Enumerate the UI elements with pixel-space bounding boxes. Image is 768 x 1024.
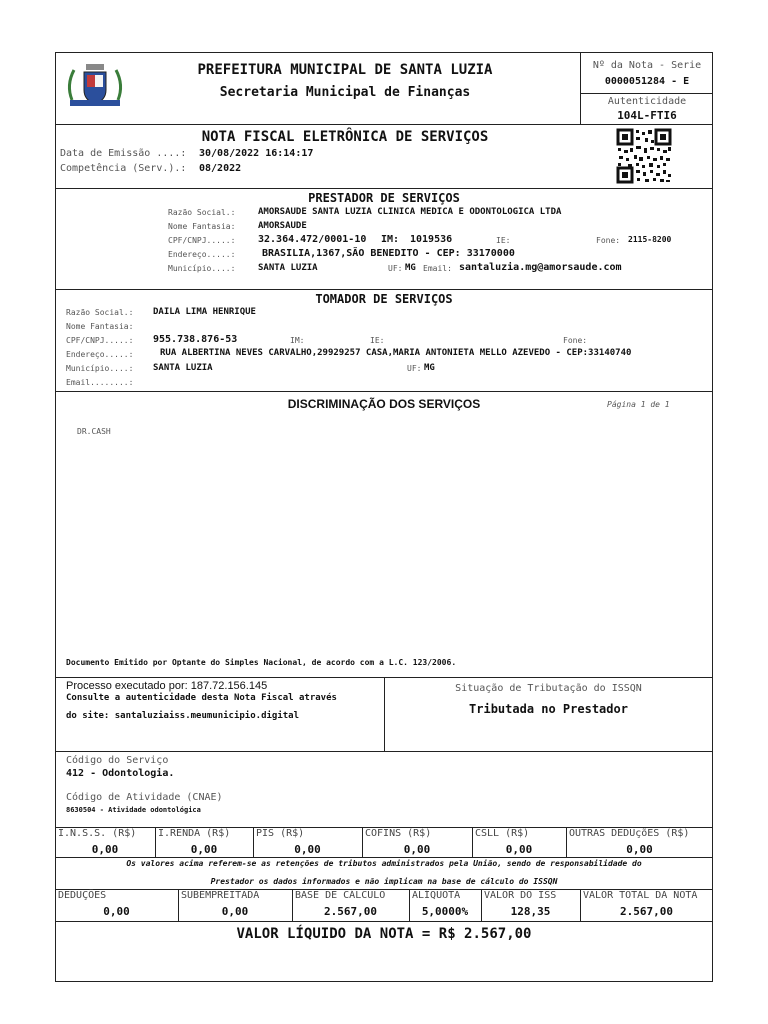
valor-value-4: 128,35 <box>510 905 551 918</box>
cnae-label: Código de Atividade (CNAE) <box>66 792 223 803</box>
discriminacao-heading: DISCRIMINAÇÃO DOS SERVIÇOS <box>287 397 481 411</box>
pagina-indicator: Página 1 de 1 <box>607 400 670 409</box>
codigo-servico-label: Código do Serviço <box>66 755 169 766</box>
prestador-cpf-label: CPF/CNPJ.....: <box>168 236 236 245</box>
prefeitura-title: PREFEITURA MUNICIPAL DE SANTA LUZIA <box>197 62 493 78</box>
prestador-fone-value: 2115-8200 <box>628 235 672 244</box>
cnae-value: 8630504 - Atividade odontológica <box>66 806 201 814</box>
prestador-endereco-label: Endereço.....: <box>168 250 236 259</box>
valor-value-5: 2.567,00 <box>620 905 673 918</box>
retencao-label-3: COFINS (R$) <box>365 828 432 839</box>
prestador-uf-label: UF: <box>388 264 403 273</box>
consulte-line-2: do site: santaluziaiss.meumunicipio.digital <box>66 711 299 721</box>
situacao-value: Tributada no Prestador <box>469 702 628 716</box>
tomador-fantasia-label: Nome Fantasia: <box>66 322 134 331</box>
valor-label-0: DEDUÇÕES <box>58 890 107 901</box>
retencoes-note-line-2: Prestador os dados informados e não implicam na base de cálculo do ISSQN <box>210 877 558 886</box>
retencao-label-5: OUTRAS DEDUçõES (R$) <box>569 828 690 839</box>
prestador-im-value: 1019536 <box>410 234 453 245</box>
valor-label-5: VALOR TOTAL DA NOTA <box>583 890 698 901</box>
nota-fiscal-title: NOTA FISCAL ELETRÔNICA DE SERVIÇOS <box>201 129 489 145</box>
retencao-value-0: 0,00 <box>91 843 119 856</box>
nota-number-value: 0000051284 - E <box>604 76 690 87</box>
valor-liquido: VALOR LÍQUIDO DA NOTA = R$ 2.567,00 <box>236 926 532 942</box>
tomador-im-label: IM: <box>290 336 305 345</box>
retencao-value-1: 0,00 <box>190 843 218 856</box>
tomador-razao-label: Razão Social.: <box>66 308 134 317</box>
retencao-label-2: PIS (R$) <box>256 828 305 839</box>
tomador-cpf-label: CPF/CNPJ.....: <box>66 336 134 345</box>
tomador-cpf-value: 955.738.876-53 <box>153 334 238 345</box>
qr-code-icon <box>616 128 672 184</box>
valor-value-3: 5,0000% <box>421 905 469 918</box>
tomador-email-label: Email........: <box>66 378 134 387</box>
retencao-label-4: CSLL (R$) <box>475 828 530 839</box>
prestador-municipio-label: Município....: <box>168 264 236 273</box>
prestador-fantasia-label: Nome Fantasia: <box>168 222 236 231</box>
discriminacao-content: DR.CASH <box>77 427 111 436</box>
valor-label-3: ALÍQUOTA <box>412 890 461 901</box>
retencao-value-4: 0,00 <box>505 843 533 856</box>
situacao-label: Situação de Tributação do ISSQN <box>455 683 642 694</box>
prestador-fone-label: Fone: <box>596 236 621 245</box>
valor-label-2: BASE DE CÁLCULO <box>295 890 386 901</box>
prestador-fantasia-value: AMORSAUDE <box>258 221 307 231</box>
retencao-label-0: I.N.S.S. (R$) <box>58 828 137 839</box>
competencia-value: 08/2022 <box>199 163 242 174</box>
retencao-value-3: 0,00 <box>403 843 431 856</box>
prestador-email-value: santaluzia.mg@amorsaude.com <box>459 262 622 273</box>
tomador-endereco-value: RUA ALBERTINA NEVES CARVALHO,29929257 CASA,MARIA ANTONIETA MELLO AZEVEDO - CEP:33140740 <box>160 348 632 358</box>
emissao-value: 30/08/2022 16:14:17 <box>199 148 314 159</box>
codigo-servico-value: 412 - Odontologia. <box>66 768 175 779</box>
autenticidade-label: Autenticidade <box>607 96 687 107</box>
prestador-ie-label: IE: <box>496 236 511 245</box>
prestador-endereco-value: BRASILIA,1367,SÃO BENEDITO - CEP: 33170000 <box>262 248 515 259</box>
prestador-heading: PRESTADOR DE SERVIÇOS <box>308 191 460 205</box>
tomador-uf-label: UF: <box>407 364 422 373</box>
retencao-value-2: 0,00 <box>294 843 321 856</box>
secretaria-subtitle: Secretaria Municipal de Finanças <box>219 85 471 100</box>
simples-nacional-note: Documento Emitido por Optante do Simples Nacional, de acordo com a L.C. 123/2006. <box>66 658 457 667</box>
tomador-heading: TOMADOR DE SERVIÇOS <box>315 292 453 306</box>
prestador-razao-value: AMORSAUDE SANTA LUZIA CLINICA MEDICA E ODONTOLOGICA LTDA <box>258 207 562 217</box>
retencoes-note-line-1: Os valores acima referem-se as retenções de tributos administrados pela União, sendo de responsabilidade do <box>126 859 642 868</box>
tomador-razao-value: DAILA LIMA HENRIQUE <box>153 307 256 317</box>
tomador-ie-label: IE: <box>370 336 385 345</box>
prestador-im-label: IM: <box>381 234 400 245</box>
prestador-cpf-value: 32.364.472/0001-10 <box>258 234 367 245</box>
retencao-label-1: I.RENDA (R$) <box>158 828 231 839</box>
processo-executado: Processo executado por: 187.72.156.145 <box>66 680 268 692</box>
prestador-uf-value: MG <box>405 263 416 273</box>
prestador-email-label: Email: <box>423 264 452 273</box>
nota-number-label: Nº da Nota - Serie <box>592 60 702 71</box>
tomador-municipio-value: SANTA LUZIA <box>153 363 213 373</box>
valor-label-4: VALOR DO ISS <box>484 890 557 901</box>
municipal-coat-of-arms-icon <box>62 60 128 110</box>
competencia-label: Competência (Serv.).: <box>60 163 187 174</box>
emissao-label: Data de Emissão ....: <box>60 148 187 159</box>
prestador-razao-label: Razão Social.: <box>168 208 236 217</box>
tomador-uf-value: MG <box>424 363 435 373</box>
tomador-endereco-label: Endereço.....: <box>66 350 134 359</box>
consulte-line-1: Consulte a autenticidade desta Nota Fiscal através <box>66 693 337 703</box>
valor-value-2: 2.567,00 <box>324 905 377 918</box>
autenticidade-value: 104L-FTI6 <box>617 109 677 122</box>
valor-label-1: SUBEMPREITADA <box>181 890 260 901</box>
tomador-municipio-label: Município....: <box>66 364 134 373</box>
valor-value-0: 0,00 <box>103 905 130 918</box>
tomador-fone-label: Fone: <box>563 336 588 345</box>
valor-value-1: 0,00 <box>221 905 249 918</box>
prestador-municipio-value: SANTA LUZIA <box>258 263 318 273</box>
retencao-value-5: 0,00 <box>626 843 653 856</box>
